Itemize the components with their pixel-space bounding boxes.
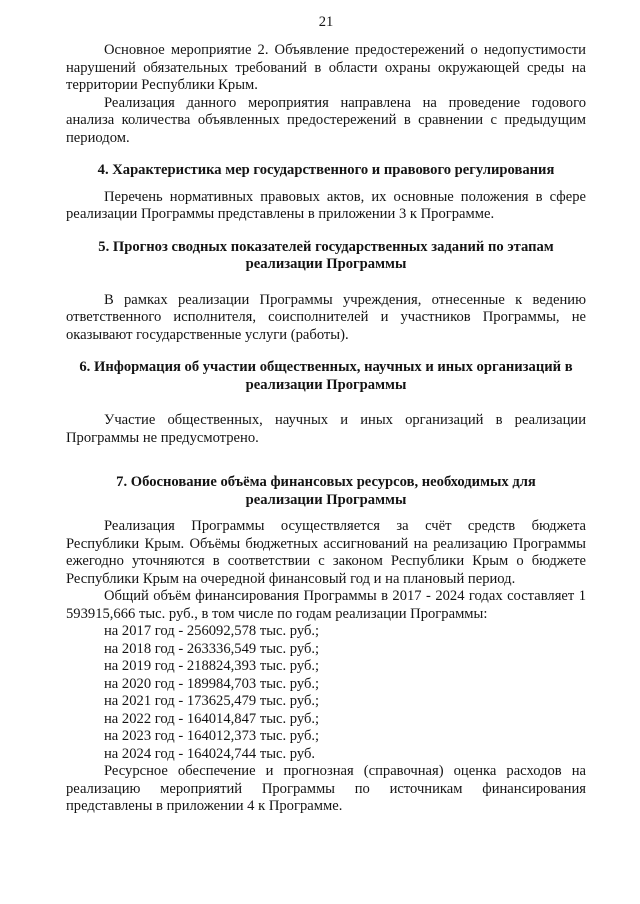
section-5-heading-line-2: реализации Программы bbox=[245, 256, 407, 272]
section-4-paragraph: Перечень нормативных правовых актов, их основные положения в сфере реализации Программы представлены в приложении 3 к Программе. bbox=[66, 188, 586, 222]
section-7-paragraph-1: Реализация Программы осуществляется за счёт средств бюджета Республики Крым. Объёмы бюджетных ассигнований на реализацию Программы ежегодно уточняются в соответствии с законом Республики Крым о бюджете Республики Крым на очередной финансовый год и на плановый период. bbox=[66, 518, 586, 587]
list-item: на 2018 год - 263336,549 тыс. руб.; bbox=[104, 640, 320, 657]
list-item: на 2020 год - 189984,703 тыс. руб.; bbox=[104, 675, 320, 692]
section-5-heading-line-1: 5. Прогноз сводных показателей государственных заданий по этапам bbox=[98, 238, 554, 255]
section-6-heading bbox=[66, 359, 586, 394]
section-7-heading-line-2: реализации Программы bbox=[245, 491, 407, 508]
section-5-heading bbox=[66, 239, 586, 274]
section-6-heading-line-1: 6. Информация об участии общественных, научных и иных организаций в bbox=[79, 359, 573, 375]
section-7-heading bbox=[66, 474, 586, 509]
section-7-paragraph-2: Общий объём финансирования Программы в 2017 - 2024 годах составляет 1 593915,666 тыс. руб., в том числе по годам реализации Программы: bbox=[66, 588, 586, 622]
intro-paragraph-2: Реализация данного мероприятия направлена на проведение годового анализа количества объявленных предостережений в сравнении с предыдущим периодом. bbox=[66, 94, 586, 146]
section-6-heading-line-2: реализации Программы bbox=[245, 376, 407, 393]
section-7-paragraph-3: Ресурсное обеспечение и прогнозная (справочная) оценка расходов на реализацию мероприятий Программы по источникам финансирования представлены в приложении 4 к Программе. bbox=[66, 763, 586, 814]
intro-paragraph-1: Основное мероприятие 2. Объявление предостережений о недопустимости нарушений обязательных требований в области охраны окружающей среды на территории Республики Крым. bbox=[66, 42, 586, 93]
section-6-paragraph: Участие общественных, научных и иных организаций в реализации Программы не предусмотрено. bbox=[66, 412, 586, 446]
list-item: на 2017 год - 256092,578 тыс. руб.; bbox=[104, 623, 320, 639]
list-item: на 2019 год - 218824,393 тыс. руб.; bbox=[104, 658, 320, 674]
section-4-heading: 4. Характеристика мер государственного и правового регулирования bbox=[97, 162, 555, 178]
list-item: на 2024 год - 164024,744 тыс. руб. bbox=[104, 745, 316, 762]
list-item: на 2021 год - 173625,479 тыс. руб.; bbox=[104, 693, 320, 709]
funding-by-year-list bbox=[66, 623, 586, 763]
list-item: на 2022 год - 164014,847 тыс. руб.; bbox=[104, 710, 320, 727]
list-item: на 2023 год - 164012,373 тыс. руб.; bbox=[104, 728, 320, 744]
section-7-heading-line-1: 7. Обоснование объёма финансовых ресурсов, необходимых для bbox=[116, 474, 536, 490]
page-number: 21 bbox=[318, 14, 334, 30]
section-5-paragraph: В рамках реализации Программы учреждения, отнесенные к ведению ответственного исполнителя, соисполнителей и участников Программы, не оказывают государственные услуги (работы). bbox=[66, 291, 586, 343]
